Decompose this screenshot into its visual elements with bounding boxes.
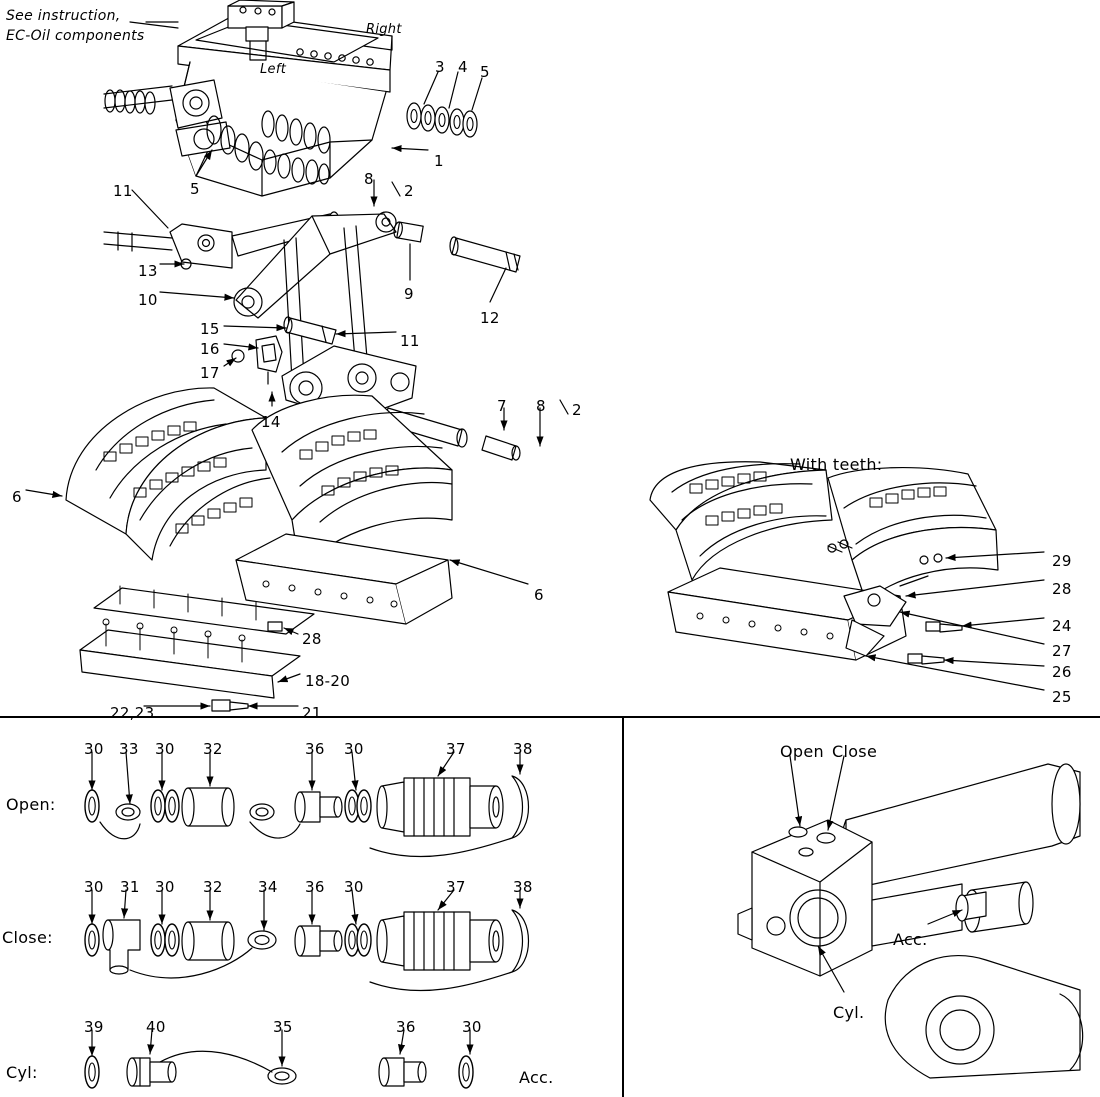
- callout-c-5b: 5: [190, 180, 200, 198]
- callout-o-36: 36: [305, 740, 325, 758]
- callout-c-3: 3: [435, 58, 445, 76]
- callout-c-2a: 2: [404, 182, 414, 200]
- callout-c-16: 16: [200, 340, 220, 358]
- callout-y-36: 36: [396, 1018, 416, 1036]
- callout-c-18-20: 18-20: [305, 672, 351, 690]
- callout-c-28a: 28: [302, 630, 322, 648]
- callout-c-1: 1: [434, 152, 444, 170]
- callout-c-11a: 11: [113, 182, 133, 200]
- callout-c-2b: 2: [572, 401, 582, 419]
- label-br-cyl: Cyl.: [833, 1003, 865, 1022]
- row-label-row-close: Close:: [2, 928, 53, 947]
- section-divider-vertical: [622, 718, 624, 1097]
- callout-c-30b: 30: [155, 878, 175, 896]
- section-divider-horizontal: [0, 716, 1100, 718]
- callout-o-32: 32: [203, 740, 223, 758]
- note-instruction-line1: See instruction,: [6, 8, 121, 24]
- callout-c-32: 32: [203, 878, 223, 896]
- callout-c-30c: 30: [344, 878, 364, 896]
- callout-o-33: 33: [119, 740, 139, 758]
- callout-c-34: 34: [258, 878, 278, 896]
- row-label-row-cyl: Cyl:: [6, 1063, 38, 1082]
- callout-c-14: 14: [261, 413, 281, 431]
- label-left: Left: [260, 62, 287, 77]
- callout-y-40: 40: [146, 1018, 166, 1036]
- callout-c-4: 4: [458, 58, 468, 76]
- row-label-row-open: Open:: [6, 795, 56, 814]
- callout-c-36: 36: [305, 878, 325, 896]
- callout-t-25: 25: [1052, 688, 1072, 706]
- label-br-acc: Acc.: [893, 930, 928, 949]
- callout-c-37: 37: [446, 878, 466, 896]
- callout-c-21: 21: [302, 704, 322, 722]
- callout-o-30a: 30: [84, 740, 104, 758]
- callout-c-38: 38: [513, 878, 533, 896]
- callout-t-27: 27: [1052, 642, 1072, 660]
- label-right: Right: [366, 22, 402, 37]
- row-end-label-row-cyl: Acc.: [519, 1068, 554, 1087]
- label-br-open: Open: [780, 742, 824, 761]
- callout-t-24: 24: [1052, 617, 1072, 635]
- callout-c-22-23: 22,23: [110, 704, 155, 722]
- callout-y-35: 35: [273, 1018, 293, 1036]
- callout-o-38: 38: [513, 740, 533, 758]
- callout-c-5a: 5: [480, 63, 490, 81]
- callout-o-30b: 30: [155, 740, 175, 758]
- callout-c-30a: 30: [84, 878, 104, 896]
- callout-y-30: 30: [462, 1018, 482, 1036]
- label-br-close: Close: [832, 742, 878, 761]
- label-with-teeth: With teeth:: [790, 455, 883, 474]
- callout-o-30c: 30: [344, 740, 364, 758]
- callout-c-6b: 6: [534, 586, 544, 604]
- callout-c-9: 9: [404, 285, 414, 303]
- callout-c-11b: 11: [400, 332, 420, 350]
- callout-c-17: 17: [200, 364, 220, 382]
- callout-t-28: 28: [1052, 580, 1072, 598]
- callout-c-12: 12: [480, 309, 500, 327]
- callout-c-8b: 8: [536, 397, 546, 415]
- callout-c-7: 7: [497, 397, 507, 415]
- callout-c-8a: 8: [364, 170, 374, 188]
- callout-c-15: 15: [200, 320, 220, 338]
- callout-c-10: 10: [138, 291, 158, 309]
- callout-t-29: 29: [1052, 552, 1072, 570]
- callout-c-13: 13: [138, 262, 158, 280]
- callout-o-37: 37: [446, 740, 466, 758]
- callout-c-6a: 6: [12, 488, 22, 506]
- callout-c-31: 31: [120, 878, 140, 896]
- callout-t-26: 26: [1052, 663, 1072, 681]
- note-instruction-line2: EC-Oil components: [6, 28, 145, 44]
- callout-y-39: 39: [84, 1018, 104, 1036]
